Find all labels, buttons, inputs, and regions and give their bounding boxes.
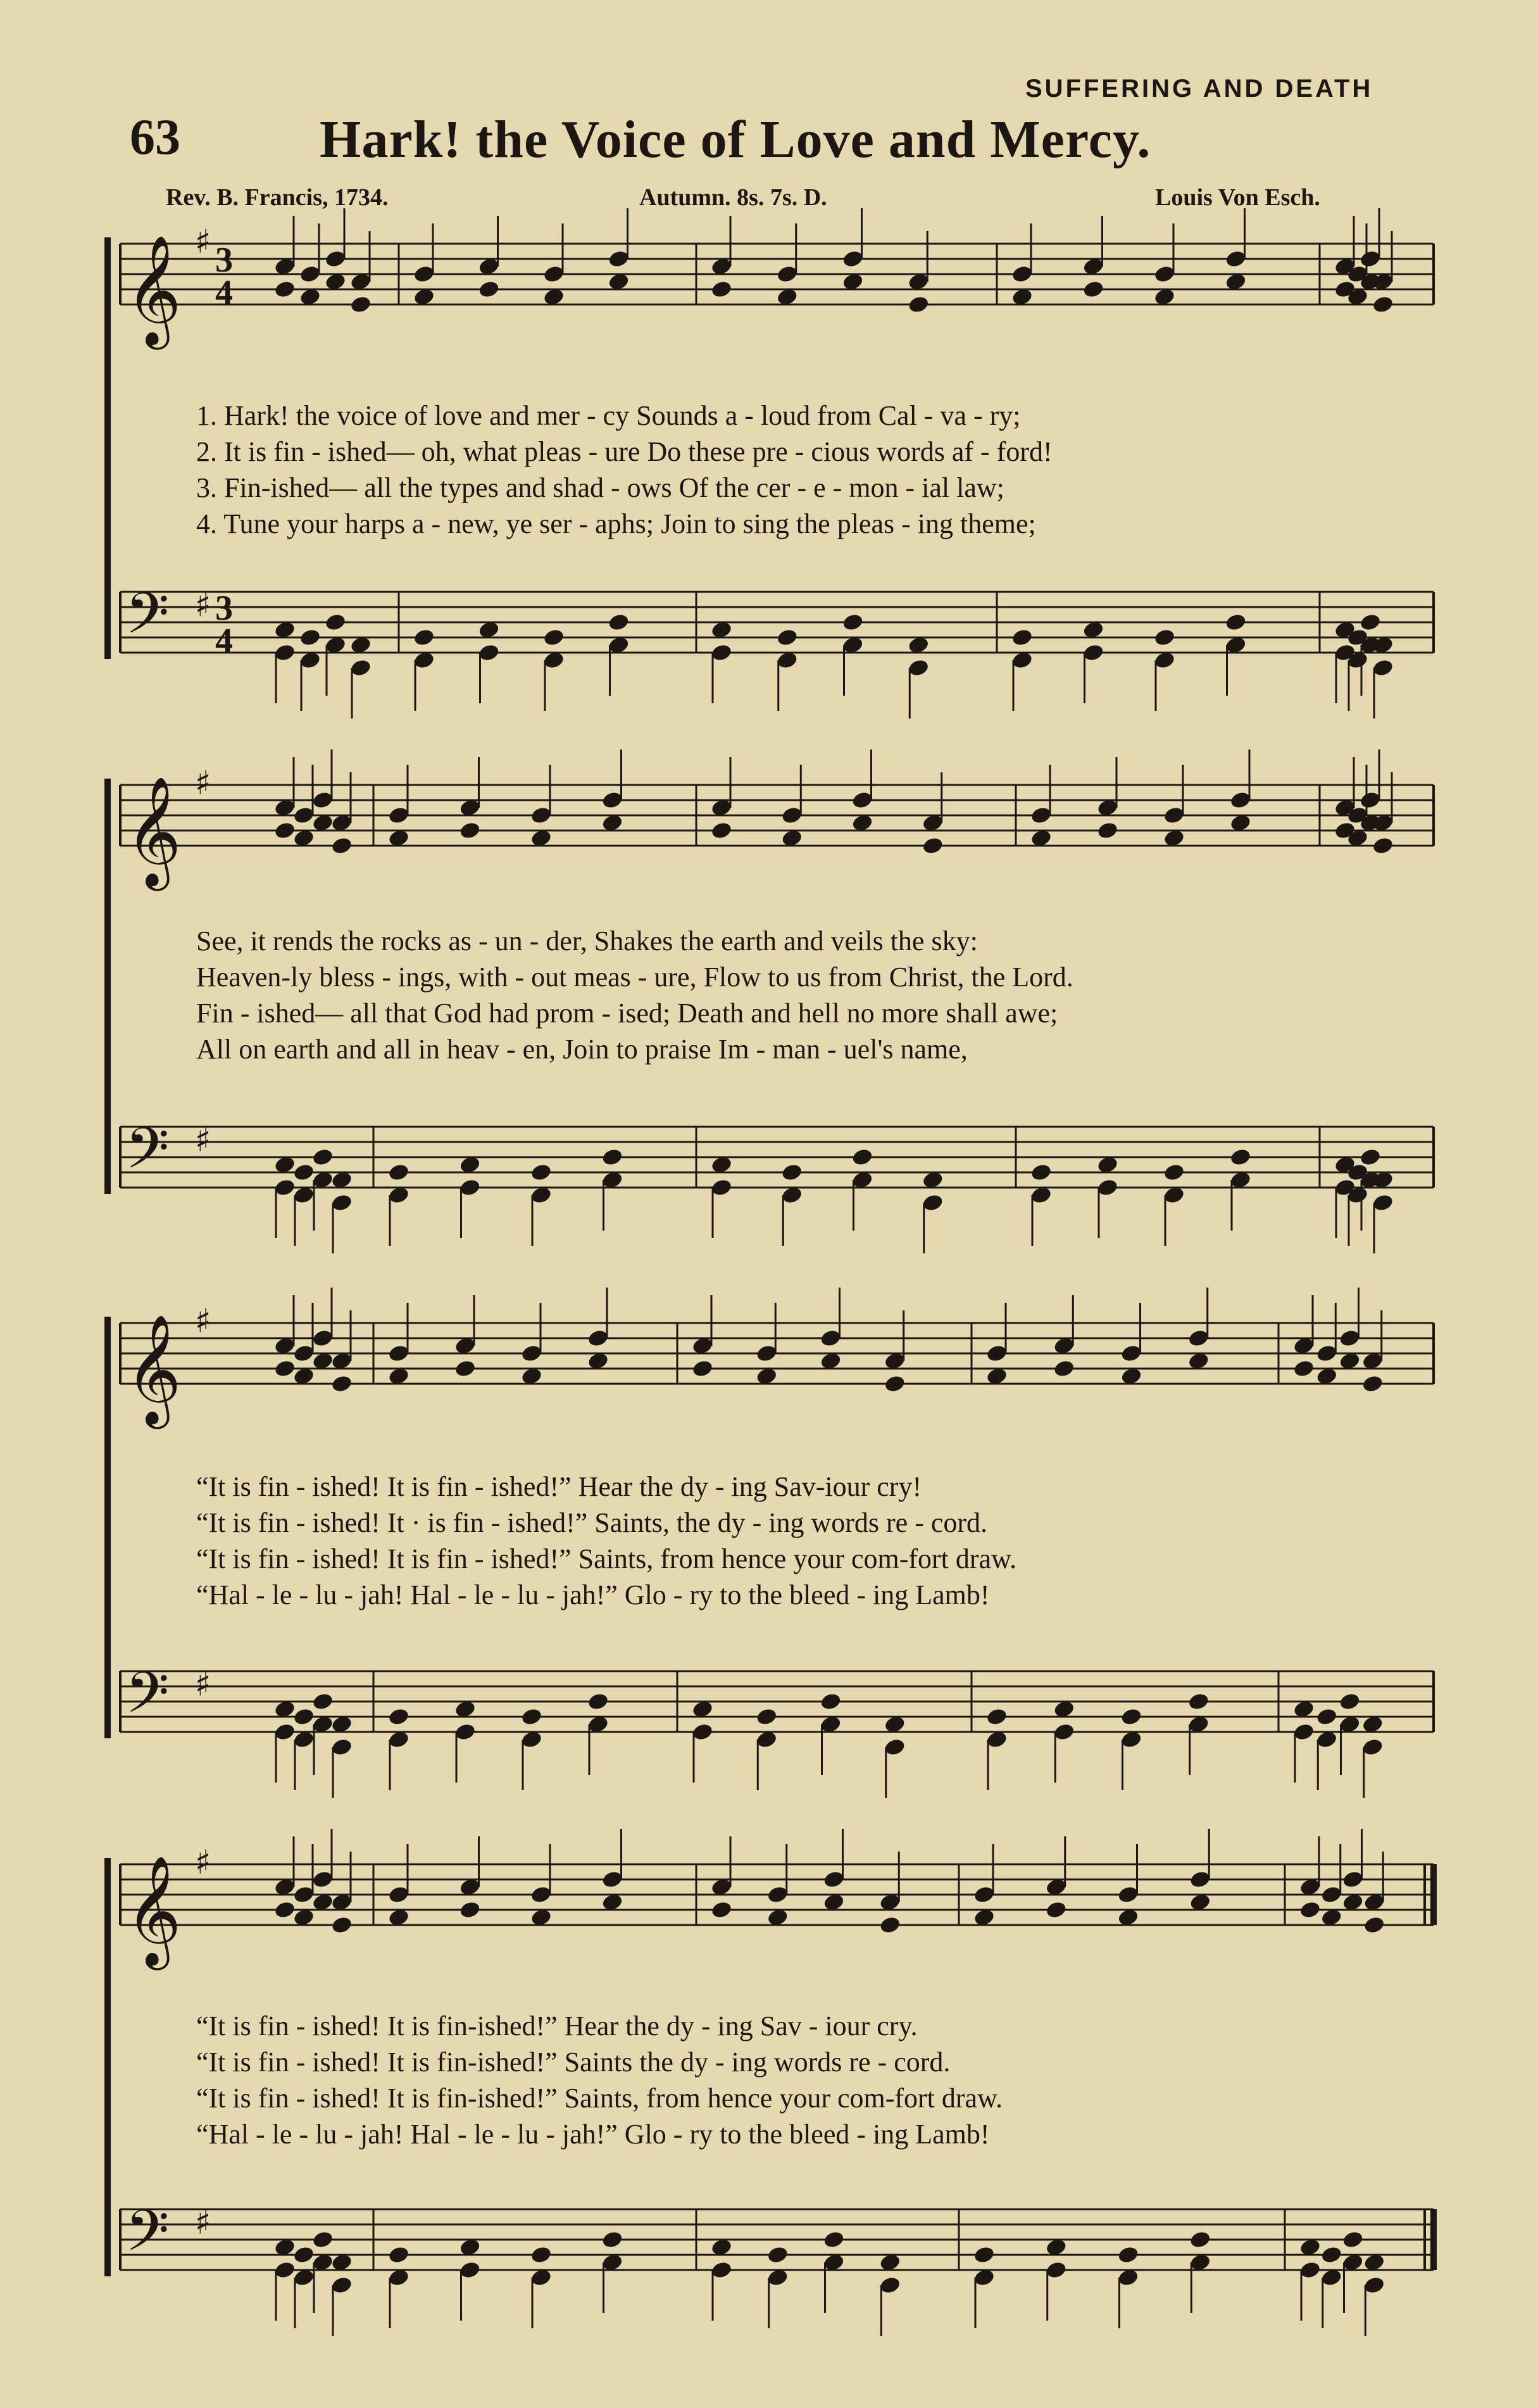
lyrics-system-4 <box>196 2008 1399 2152</box>
note-head <box>1082 280 1105 299</box>
note-head <box>1053 1359 1075 1379</box>
note-head <box>1163 1163 1185 1182</box>
lyric-line: “It is fin - ished! It is fin-ished!” Hear the dy - ing Sav - iour cry. <box>196 2010 918 2041</box>
note-head <box>273 280 296 299</box>
lyric-line: 4. Tune your harps a - new, ye ser - aphs; Join to sing the pleas - ing theme; <box>196 508 1036 539</box>
note-head <box>1315 1707 1338 1727</box>
lyric-line: All on earth and all in heav - en, Join to praise Im - man - uel's name, <box>196 1034 968 1065</box>
note-head <box>1359 613 1382 632</box>
lyric-line: “It is fin - ished! It is fin - ished!” Hear the dy - ing Sav-iour cry! <box>196 1471 922 1502</box>
hymn-composer: Louis Von Esch. <box>1155 184 1320 211</box>
sharp-icon: ♯ <box>195 1302 211 1341</box>
note-head <box>973 2245 996 2265</box>
lyrics-system-2 <box>196 923 1399 1067</box>
sharp-icon: ♯ <box>195 586 211 625</box>
note-head <box>1153 628 1176 648</box>
note-head <box>601 1148 624 1167</box>
note-head <box>1187 1692 1210 1712</box>
sharp-icon: ♯ <box>195 1665 211 1704</box>
note-head <box>413 628 435 648</box>
lyric-line: Fin - ished— all that God had prom - ised; Death and hell no more shall awe; <box>196 998 1058 1029</box>
lyric-line: 1. Hark! the voice of love and mer - cy Sounds a - loud from Cal - va - ry; <box>196 400 1021 431</box>
sharp-icon: ♯ <box>195 764 211 803</box>
note-head <box>1030 1163 1053 1182</box>
note-head <box>311 2230 334 2250</box>
note-head <box>1339 1692 1361 1712</box>
note-head <box>691 1359 714 1379</box>
time-signature-bottom: 4 <box>215 622 233 661</box>
treble-clef-icon: 𝄞 <box>125 1855 182 1966</box>
note-head <box>530 1163 553 1182</box>
note-head <box>273 821 296 841</box>
note-head <box>349 295 372 315</box>
note-head <box>823 2230 846 2250</box>
note-head <box>520 1707 543 1727</box>
note-head <box>292 1163 315 1182</box>
note-head <box>1045 1900 1068 1920</box>
note-head <box>330 1916 353 1935</box>
lyric-line: “It is fin - ished! It is fin-ished!” Saints, from hence your com-fort draw. <box>196 2083 1003 2114</box>
lyric-line: “It is fin - ished! It is fin - ished!” Saints, from hence your com-fort draw. <box>196 1543 1017 1574</box>
section-heading: SUFFERING AND DEATH <box>1025 75 1373 103</box>
note-head <box>985 1707 1008 1727</box>
treble-clef-icon: 𝄞 <box>125 776 182 886</box>
lyric-line: “It is fin - ished! It is fin-ished!” Saints the dy - ing words re - cord. <box>196 2047 951 2078</box>
lyric-line: See, it rends the rocks as - un - der, Shakes the earth and veils the sky: <box>196 925 978 956</box>
treble-clef-icon: 𝄞 <box>125 235 182 345</box>
note-head <box>454 1359 477 1379</box>
note-head <box>601 2230 624 2250</box>
note-head <box>1292 1359 1315 1379</box>
note-head <box>1225 613 1247 632</box>
note-head <box>1372 836 1394 856</box>
bass-clef-icon: 𝄢 <box>125 581 170 660</box>
sharp-icon: ♯ <box>195 223 211 261</box>
note-head <box>459 1900 482 1920</box>
note-head <box>1096 821 1119 841</box>
note-head <box>710 1900 733 1920</box>
note-head <box>851 1148 874 1167</box>
lyrics-system-1 <box>196 398 1399 542</box>
time-signature-top: 3 <box>215 589 233 628</box>
note-head <box>766 2245 789 2265</box>
note-head <box>330 836 353 856</box>
note-head <box>1359 1148 1382 1167</box>
note-head <box>780 1163 803 1182</box>
hymn-author: Rev. B. Francis, 1734. <box>166 184 389 211</box>
bass-clef-icon: 𝄢 <box>125 1116 170 1195</box>
note-head <box>1299 1900 1322 1920</box>
note-head <box>776 628 799 648</box>
note-head <box>907 295 930 315</box>
note-head <box>710 821 733 841</box>
note-head <box>608 613 630 632</box>
note-head <box>299 628 322 648</box>
note-head <box>459 821 482 841</box>
note-head <box>542 628 565 648</box>
lyric-line: Heaven-ly bless - ings, with - out meas - ure, Flow to us from Christ, the Lord. <box>196 962 1073 993</box>
note-head <box>1372 295 1394 315</box>
note-head <box>922 836 944 856</box>
note-head <box>1117 2245 1140 2265</box>
hymn-number: 63 <box>130 110 180 165</box>
note-head <box>820 1692 842 1712</box>
sharp-icon: ♯ <box>195 1843 211 1882</box>
note-head <box>587 1692 610 1712</box>
lyric-line: 3. Fin-ished— all the types and shad - ows Of the cer - e - mon - ial law; <box>196 472 1004 503</box>
hymn-tune-meter: Autumn. 8s. 7s. D. <box>639 184 827 211</box>
sharp-icon: ♯ <box>195 2204 211 2242</box>
note-head <box>387 2245 410 2265</box>
note-head <box>292 2245 315 2265</box>
note-head <box>1229 1148 1252 1167</box>
bass-clef-icon: 𝄢 <box>125 1660 170 1740</box>
lyric-line: “Hal - le - lu - jah! Hal - le - lu - jah!” Glo - ry to the bleed - ing Lamb! <box>196 1579 990 1610</box>
note-head <box>273 1359 296 1379</box>
note-head <box>710 280 733 299</box>
note-head <box>1342 2230 1365 2250</box>
note-head <box>755 1707 778 1727</box>
note-head <box>311 1148 334 1167</box>
hymn-title: Hark! the Voice of Love and Mercy. <box>320 110 1151 169</box>
note-head <box>330 1374 353 1394</box>
note-head <box>878 1916 901 1935</box>
note-head <box>1361 1374 1384 1394</box>
note-head <box>1011 628 1034 648</box>
note-head <box>311 1692 334 1712</box>
note-head <box>1363 1916 1385 1935</box>
note-head <box>1189 2230 1211 2250</box>
lyric-line: 2. It is fin - ished— oh, what pleas - ure Do these pre - cious words af - ford! <box>196 436 1053 467</box>
time-signature-top: 3 <box>215 241 233 280</box>
lyric-line: “Hal - le - lu - jah! Hal - le - lu - jah!” Glo - ry to the bleed - ing Lamb! <box>196 2119 990 2150</box>
note-head <box>478 280 501 299</box>
note-head <box>842 613 865 632</box>
sharp-icon: ♯ <box>195 1121 211 1160</box>
note-head <box>387 1163 410 1182</box>
lyrics-system-3 <box>196 1469 1399 1613</box>
note-head <box>273 1900 296 1920</box>
note-head <box>292 1707 315 1727</box>
note-head <box>387 1707 410 1727</box>
time-signature-bottom: 4 <box>215 273 233 313</box>
note-head <box>884 1374 906 1394</box>
note-head <box>530 2245 553 2265</box>
note-head <box>1120 1707 1143 1727</box>
note-head <box>1320 2245 1343 2265</box>
bass-clef-icon: 𝄢 <box>125 2198 170 2278</box>
note-head <box>324 613 347 632</box>
treble-clef-icon: 𝄞 <box>125 1314 182 1424</box>
lyric-line: “It is fin - ished! It · is fin - ished!” Saints, the dy - ing words re - cord. <box>196 1507 988 1538</box>
